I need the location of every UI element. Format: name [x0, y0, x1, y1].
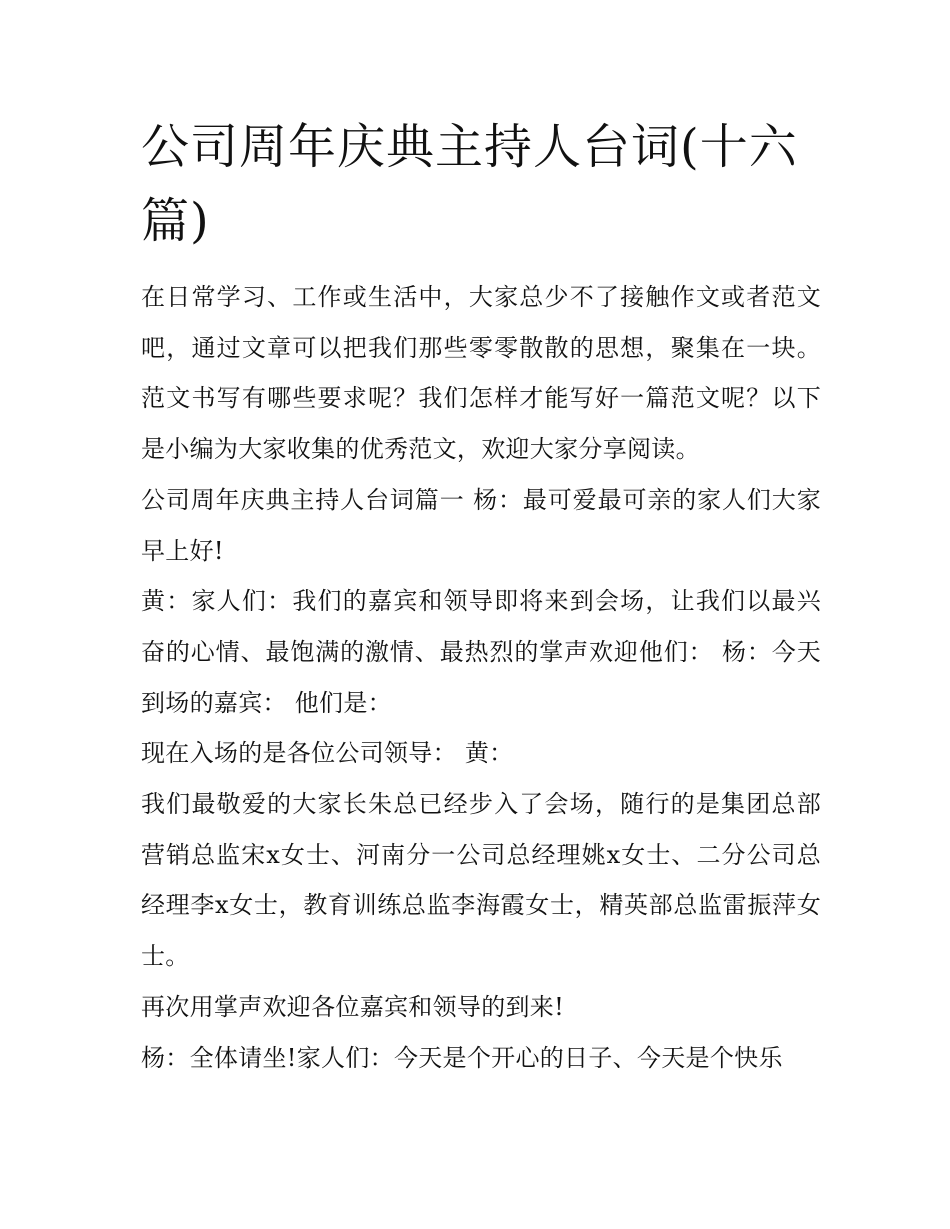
paragraph-please-sit: 杨：全体请坐!家人们：今天是个开心的日子、今天是个快乐 — [141, 1043, 783, 1072]
paragraph-section-one-opening: 公司周年庆典主持人台词篇一 杨：最可爱最可亲的家人们大家早上好! — [141, 485, 821, 565]
paragraph-welcome-applause: 再次用掌声欢迎各位嘉宾和领导的到来! — [141, 992, 565, 1021]
document-body — [141, 110, 821, 1083]
paragraph-intro: 在日常学习、工作或生活中，大家总少不了接触作文或者范文吧，通过文章可以把我们那些零零散散的思想，聚集在一块。范文书写有哪些要求呢？我们怎样才能写好一篇范文呢？以下是小编为大家收集的优秀范文，欢迎大家分享阅读。 — [141, 283, 821, 464]
paragraph-leaders-list: 我们最敬爱的大家长朱总已经步入了会场，随行的是集团总部营销总监宋x女士、河南分一公司总经理姚x女士、二分公司总经理李x女士，教育训练总监李海霞女士，精英部总监雷振萍女士。 — [141, 790, 821, 971]
paragraph-guests-arriving: 黄：家人们：我们的嘉宾和领导即将来到会场，让我们以最兴奋的心情、最饱满的激情、最热烈的掌声欢迎他们： 杨：今天到场的嘉宾： 他们是： — [141, 587, 821, 717]
document-title: 公司周年庆典主持人台词(十六篇) — [141, 119, 798, 249]
paragraph-leaders-entering: 现在入场的是各位公司领导： 黄： — [141, 739, 514, 768]
